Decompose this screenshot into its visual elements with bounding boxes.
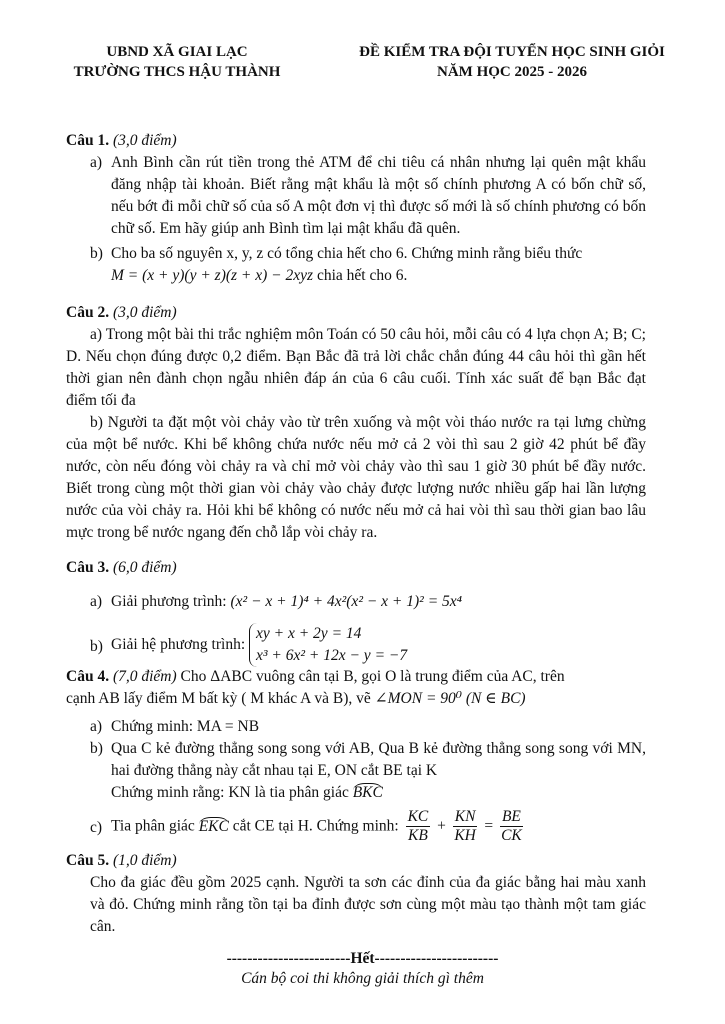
fraction-be-ck: $\frac{BE}{CK}$ (501, 808, 522, 844)
question-2b-text: b) Người ta đặt một vòi chảy vào từ trên xuống và một vòi tháo nước ra tại lưng chừng của một bể nước. Khi bể không chứa nước nếu mở cả 2 vòi thì sau 2 giờ 42 phút bể đầy nước, còn nếu đóng vòi chảy ra và chỉ mở vòi chảy vào thì sau 1 giờ 30 phút bể đầy nước. Biết trong cùng một thời gian vòi chảy vào chảy được lượng nước nhiều gấp hai lần lượng nước của vòi chảy ra. Hỏi khi bể không có nước nếu mở cả hai vòi thì sau thời gian bao lâu mực trong bể nước ngang đến chỗ lắp vòi chảy ra. (66, 414, 646, 541)
question-1b: b) Cho ba số nguyên x, y, z có tổng chia hết cho 6. Chứng minh rằng biểu thức M = (x + y)(y + z)(z + x) − 2xyz chia hết cho 6. (90, 245, 583, 284)
question-3-title: Câu 3. (6,0 điểm) (66, 559, 177, 576)
equation-3a: (x² − x + 1)⁴ + 4x²(x² − x + 1)² = 5x⁴ (230, 593, 463, 610)
angle-ekc: EKC (198, 817, 229, 835)
question-1b-text: Cho ba số nguyên x, y, z có tổng chia hết cho 6. Chứng minh rằng biểu thức (111, 245, 583, 262)
question-4-intro: Câu 4. (7,0 điểm) Cho ΔABC vuông cân tại B, gọi O là trung điểm của AC, trên (66, 668, 565, 685)
fraction-kc-kb: $\frac{KC}{KB}$ (407, 808, 429, 844)
question-4b: b) Qua C kẻ đường thẳng song song với AB, Qua B kẻ đường thẳng song song với MN, hai đường thẳng này cắt nhau tại E, ON cắt BE tại K Chứng minh rằng: KN là tia phân giác BKC (90, 740, 646, 801)
question-2-title: Câu 2. (3,0 điểm) (66, 304, 177, 321)
question-3 (66, 557, 646, 667)
exam-title: ĐỀ KIỂM TRA ĐỘI TUYỂN HỌC SINH GIỎI (359, 44, 665, 60)
angle-bkc: BKC (352, 784, 383, 801)
district-name: UBND XÃ GIAI LẠC (106, 44, 248, 60)
school-year: NĂM HỌC 2025 - 2026 (437, 64, 587, 80)
question-1 (66, 130, 646, 287)
question-1a: a) Anh Bình cần rút tiền trong thẻ ATM để chi tiêu cá nhân nhưng lại quên mật khẩu đăng nhập tài khoản. Biết rằng mật khẩu là một số chính phương A có bốn chữ số, nếu bớt đi mỗi chữ số của số A một đơn vị thì được số mới là số chính phương có bốn chữ số. Em hãy giúp anh Bình tìm lại mật khẩu đã quên. (90, 154, 646, 237)
question-5-text: Cho đa giác đều gồm 2025 cạnh. Người ta sơn các đỉnh của đa giác bằng hai màu xanh và đỏ. Chứng minh rằng tồn tại ba đỉnh được sơn cùng một màu tạo thành một tam giác cân. (90, 874, 646, 935)
exam-header (332, 42, 692, 82)
question-5 (66, 850, 646, 938)
question-4 (66, 666, 646, 845)
question-3b: b) Giải hệ phương trình: xy + x + 2y = 14 x³ + 6x² + 12x − y = −7 (66, 623, 646, 667)
school-name: TRƯỜNG THCS HẬU THÀNH (73, 64, 281, 80)
question-2 (66, 302, 646, 544)
question-2a-text: a) Trong một bài thi trắc nghiệm môn Toán có 50 câu hỏi, mỗi câu có 4 lựa chọn A; B; C; D. Nếu chọn đúng được 0,2 điểm. Bạn Bắc đã trả lời chắc chắn đúng 44 câu hỏi thì gần hết thời gian nên đành chọn ngẫu nhiên đáp án của 6 câu cuối. Tính xác suất để bạn Bắc đạt điểm tối đa (66, 326, 646, 409)
end-marker: ------------------------Hết------------------------ (226, 950, 499, 967)
question-4-intro-line2: cạnh AB lấy điểm M bất kỳ ( M khác A và B), vẽ ∠MON = 90⁰ (N ∈ BC) (66, 690, 526, 707)
proctor-note: Cán bộ coi thi không giải thích gì thêm (241, 970, 484, 987)
question-4a: a) Chứng minh: MA = NB (90, 718, 260, 735)
question-3a: a) Giải phương trình: (x² − x + 1)⁴ + 4x²(x² − x + 1)² = 5x⁴ (90, 593, 463, 610)
fraction-kn-kh: $\frac{KN}{KH}$ (454, 808, 476, 844)
school-header (42, 42, 312, 82)
expression-m: M = (x + y)(y + z)(z + x) − 2xyz (111, 267, 314, 284)
question-1a-text: Anh Bình cần rút tiền trong thẻ ATM để chi tiêu cá nhân nhưng lại quên mật khẩu đăng nhập tài khoản. Biết rằng mật khẩu là một số chính phương A có bốn chữ số, nếu bớt đi mỗi chữ số của số A một đơn vị thì được số mới là số chính phương có bốn chữ số. Em hãy giúp anh Bình tìm lại mật khẩu đã quên. (111, 154, 646, 237)
question-5-title: Câu 5. (1,0 điểm) (66, 852, 177, 869)
question-4c: c) Tia phân giác EKC cắt CE tại H. Chứng minh: $\frac{KC}{KB}$ + $\frac{KN}{KH}$ = $\frac{BE}{CK}$ (90, 808, 522, 844)
equation-system: xy + x + 2y = 14 x³ + 6x² + 12x − y = −7 (249, 623, 407, 667)
question-1-title: Câu 1. (3,0 điểm) (66, 132, 177, 149)
